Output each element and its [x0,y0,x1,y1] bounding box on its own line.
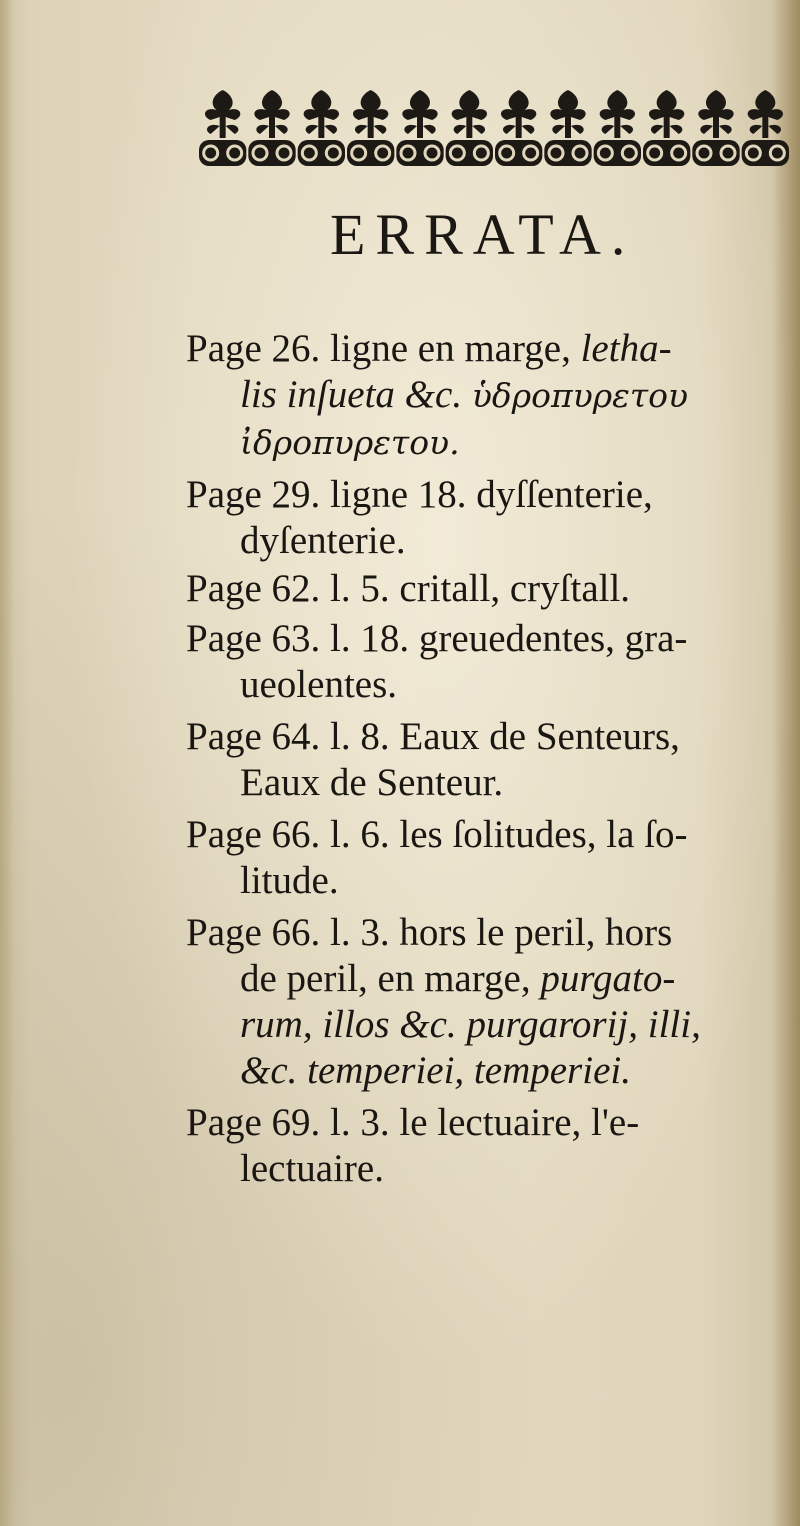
errata-entry-first-line [186,1100,796,1146]
fleuron-icon [347,90,394,166]
errata-entry-continuation-line [186,1048,796,1094]
errata-entry [186,714,796,806]
errata-text-segment: Eaux de Senteur. [240,761,504,804]
fleuron-icon [594,90,641,166]
errata-text-segment: &c. [399,1003,457,1046]
errata-entry [186,1100,796,1192]
errata-entry-continuation-line [186,1146,796,1192]
fleuron-icon [199,90,246,166]
errata-entry-continuation-line [186,419,796,466]
page-title: ERRATA. [330,202,636,267]
errata-entry [186,812,796,904]
errata-text-segment: Page 69. l. 3. le lectuaire, l'e- [186,1101,640,1144]
errata-entry-first-line [186,714,796,760]
errata-entry-continuation-line [186,760,796,806]
errata-text-segment: letha- [580,327,672,370]
errata-entry-continuation-line [186,858,796,904]
fleuron-icon [742,90,789,166]
fleuron-icon [544,90,591,166]
errata-text-segment: lectuaire. [240,1147,384,1190]
fleuron-icon [248,90,295,166]
errata-text-segment: Page 26. ligne en marge, [186,327,581,370]
errata-text-segment: Page 64. l. 8. Eaux de Senteurs, [186,715,680,758]
errata-text-segment: Page 66. l. 6. les ſolitudes, la ſo- [186,813,688,856]
errata-entry-first-line [186,472,796,518]
errata-text-segment: Page 29. ligne 18. dyſſenterie, [186,473,653,516]
errata-text-segment: Page 62. l. 5. critall, cryſtall. [186,567,631,610]
errata-text-segment: ἰδροπυρετου. [240,423,460,462]
errata-entry-first-line [186,326,796,372]
errata-entry [186,566,796,612]
errata-entry-first-line [186,566,796,612]
errata-text-segment: temperiei, temperiei. [297,1049,631,1092]
errata-text-segment: litude. [240,859,339,902]
errata-entry-continuation-line [186,372,796,419]
errata-entry [186,616,796,708]
errata-text-segment: Page 63. l. 18. greuedentes, gra- [186,617,688,660]
errata-entry [186,910,796,1094]
errata-entry-first-line [186,910,796,956]
page-gutter-shadow [0,0,14,1526]
fleuron-icon [298,90,345,166]
errata-text-segment: lis inſueta [240,373,405,416]
errata-entry-continuation-line [186,518,796,564]
errata-entry [186,472,796,564]
errata-entry-continuation-line [186,662,796,708]
errata-text-segment: &c. [240,1049,298,1092]
fleuron-icon [495,90,542,166]
headpiece-ornament [198,86,790,170]
errata-text-segment: de peril, en marge, [240,957,541,1000]
fleuron-icon [396,90,443,166]
errata-entry-first-line [186,616,796,662]
errata-text-segment: Page 66. l. 3. hors le peril, hors [186,911,673,954]
errata-entry-first-line [186,812,796,858]
errata-text-segment [462,373,472,416]
fleuron-ornament-row-icon [198,86,790,170]
errata-text-segment: purgato- [540,957,676,1000]
fleuron-icon [692,90,739,166]
errata-text-segment: &c. [404,373,463,416]
errata-text-segment: ὑδροπυρετου [471,376,689,415]
errata-text-segment: dyſenterie. [240,519,406,562]
errata-list [186,326,796,1192]
errata-text-segment: ueolentes. [240,663,398,706]
fleuron-icon [446,90,493,166]
errata-text-segment: rum, illos [240,1003,400,1046]
errata-entry-continuation-line [186,956,796,1002]
errata-text-segment: purgarorij, illi, [456,1003,701,1046]
errata-entry-continuation-line [186,1002,796,1048]
errata-entry [186,326,796,466]
fleuron-icon [643,90,690,166]
